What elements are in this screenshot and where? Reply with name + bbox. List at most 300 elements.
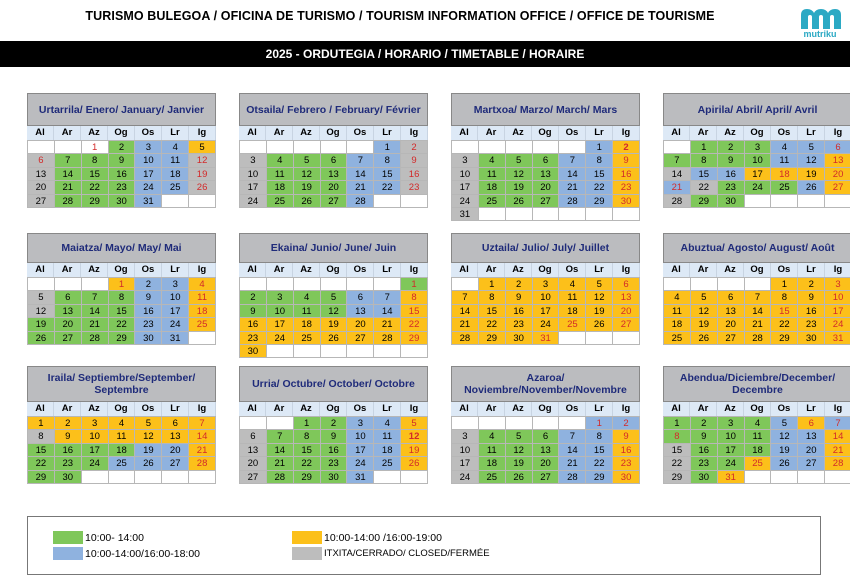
day-cell: 13 <box>798 430 825 443</box>
day-cell: 9 <box>613 154 640 167</box>
empty-cell <box>55 278 82 291</box>
empty-cell <box>825 195 850 208</box>
day-cell: 18 <box>559 305 586 318</box>
weekday-label: Og <box>744 263 771 277</box>
weekday-label: Og <box>532 263 559 277</box>
day-cell: 12 <box>401 430 428 443</box>
day-cell: 25 <box>771 181 798 194</box>
day-grid <box>451 140 640 221</box>
day-cell: 7 <box>559 154 586 167</box>
day-cell: 9 <box>691 430 718 443</box>
weekday-header <box>27 126 216 140</box>
weekday-label: Az <box>81 263 108 277</box>
empty-cell <box>347 345 374 358</box>
weekday-label: Ar <box>478 263 505 277</box>
day-grid <box>663 277 850 345</box>
day-cell: 7 <box>825 417 850 430</box>
weekday-header <box>239 126 428 140</box>
day-cell: 21 <box>374 318 401 331</box>
day-cell: 25 <box>479 471 506 484</box>
day-cell: 29 <box>586 195 613 208</box>
weekday-label: Lr <box>374 263 401 277</box>
day-cell: 7 <box>559 430 586 443</box>
day-cell: 14 <box>189 430 216 443</box>
weekday-label: Az <box>81 402 108 416</box>
empty-cell <box>135 471 162 484</box>
day-cell: 19 <box>401 444 428 457</box>
day-cell: 25 <box>109 457 136 470</box>
day-cell: 1 <box>586 417 613 430</box>
month-calendar <box>663 233 850 345</box>
day-cell: 18 <box>479 457 506 470</box>
day-cell: 28 <box>347 195 374 208</box>
day-cell: 19 <box>189 168 216 181</box>
day-cell: 17 <box>162 305 189 318</box>
empty-cell <box>506 208 533 221</box>
day-cell: 12 <box>321 305 348 318</box>
day-cell: 8 <box>586 430 613 443</box>
weekday-label: Os <box>135 126 162 140</box>
day-cell: 12 <box>506 168 533 181</box>
day-grid <box>239 416 428 484</box>
weekday-label: Ar <box>54 402 81 416</box>
weekday-header <box>663 402 850 416</box>
day-cell: 20 <box>533 181 560 194</box>
day-cell: 20 <box>533 457 560 470</box>
day-cell: 24 <box>533 318 560 331</box>
day-cell: 2 <box>691 417 718 430</box>
empty-cell <box>533 141 560 154</box>
day-cell: 7 <box>374 291 401 304</box>
day-cell: 22 <box>771 318 798 331</box>
day-cell: 17 <box>135 168 162 181</box>
month-title: Ekaina/ Junio/ June/ Juin <box>239 233 428 263</box>
day-cell: 12 <box>135 430 162 443</box>
weekday-header <box>663 263 850 277</box>
weekday-label: Ar <box>690 126 717 140</box>
weekday-label: Ar <box>266 126 293 140</box>
weekday-label: Ig <box>825 263 850 277</box>
day-cell: 4 <box>664 291 691 304</box>
day-cell: 28 <box>745 332 772 345</box>
day-cell: 2 <box>613 141 640 154</box>
day-cell: 14 <box>664 168 691 181</box>
weekday-label: Ig <box>613 126 640 140</box>
orange-swatch <box>292 531 322 544</box>
weekday-label: Lr <box>586 402 613 416</box>
weekday-label: Ig <box>825 126 850 140</box>
day-cell: 29 <box>401 332 428 345</box>
empty-cell <box>267 278 294 291</box>
day-cell: 1 <box>771 278 798 291</box>
day-cell: 17 <box>452 181 479 194</box>
month-calendar <box>451 366 640 484</box>
month-calendar <box>27 366 216 484</box>
weekday-label: Al <box>451 402 478 416</box>
day-cell: 4 <box>771 141 798 154</box>
day-cell: 31 <box>718 471 745 484</box>
day-cell: 17 <box>267 318 294 331</box>
day-cell: 13 <box>55 305 82 318</box>
day-cell: 20 <box>798 444 825 457</box>
day-cell: 7 <box>189 417 216 430</box>
day-cell: 5 <box>189 141 216 154</box>
weekday-label: Lr <box>798 263 825 277</box>
weekday-label: Ig <box>825 402 850 416</box>
month-title: Uztaila/ Julio/ July/ Juillet <box>451 233 640 263</box>
day-cell: 1 <box>28 417 55 430</box>
day-cell: 11 <box>771 154 798 167</box>
day-cell: 6 <box>533 154 560 167</box>
day-cell: 15 <box>586 168 613 181</box>
empty-cell <box>28 278 55 291</box>
day-cell: 17 <box>533 305 560 318</box>
day-cell: 29 <box>109 332 136 345</box>
empty-cell <box>374 345 401 358</box>
day-cell: 1 <box>82 141 109 154</box>
day-cell: 3 <box>162 278 189 291</box>
day-cell: 13 <box>533 168 560 181</box>
weekday-label: Al <box>27 263 54 277</box>
weekday-label: Az <box>717 263 744 277</box>
day-cell: 19 <box>506 181 533 194</box>
day-cell: 21 <box>189 444 216 457</box>
weekday-label: Lr <box>798 126 825 140</box>
empty-cell <box>559 208 586 221</box>
day-cell: 3 <box>533 278 560 291</box>
month-calendar <box>451 93 640 221</box>
empty-cell <box>82 471 109 484</box>
day-cell: 5 <box>771 417 798 430</box>
empty-cell <box>321 345 348 358</box>
weekday-label: Lr <box>798 402 825 416</box>
day-cell: 23 <box>718 181 745 194</box>
day-cell: 9 <box>718 154 745 167</box>
day-cell: 16 <box>691 444 718 457</box>
day-grid <box>239 140 428 208</box>
blue-swatch <box>53 547 83 560</box>
day-cell: 2 <box>401 141 428 154</box>
day-cell: 23 <box>321 457 348 470</box>
month-title: Martxoa/ Marzo/ March/ Mars <box>451 93 640 126</box>
day-cell: 23 <box>691 457 718 470</box>
logo-text: mutriku <box>803 29 837 39</box>
page-title: TURISMO BULEGOA / OFICINA DE TURISMO / TOURISM INFORMATION OFFICE / OFFICE DE TOURISME <box>85 9 715 23</box>
empty-cell <box>798 471 825 484</box>
month-title: Otsaila/ Febrero / February/ Février <box>239 93 428 126</box>
day-grid <box>663 140 850 208</box>
empty-cell <box>613 332 640 345</box>
day-cell: 28 <box>267 471 294 484</box>
day-cell: 1 <box>479 278 506 291</box>
weekday-label: Lr <box>374 126 401 140</box>
empty-cell <box>162 195 189 208</box>
day-cell: 28 <box>559 471 586 484</box>
day-cell: 27 <box>825 181 850 194</box>
day-cell: 20 <box>347 318 374 331</box>
month-calendar <box>27 233 216 345</box>
weekday-label: Ig <box>189 126 216 140</box>
day-cell: 28 <box>55 195 82 208</box>
day-cell: 24 <box>745 181 772 194</box>
day-cell: 13 <box>825 154 850 167</box>
day-cell: 14 <box>374 305 401 318</box>
empty-cell <box>452 141 479 154</box>
day-cell: 2 <box>321 417 348 430</box>
green-swatch <box>53 531 83 544</box>
day-cell: 25 <box>745 457 772 470</box>
weekday-header <box>451 126 640 140</box>
day-cell: 16 <box>321 444 348 457</box>
weekday-label: Os <box>771 402 798 416</box>
empty-cell <box>240 141 267 154</box>
day-cell: 7 <box>82 291 109 304</box>
weekday-label: Og <box>108 263 135 277</box>
day-cell: 30 <box>135 332 162 345</box>
grey-swatch <box>292 547 322 560</box>
weekday-label: Lr <box>162 402 189 416</box>
weekday-label: Ig <box>613 263 640 277</box>
day-cell: 25 <box>267 195 294 208</box>
weekday-label: Az <box>505 263 532 277</box>
weekday-label: Al <box>451 263 478 277</box>
weekday-label: Og <box>532 126 559 140</box>
day-cell: 10 <box>452 168 479 181</box>
day-cell: 26 <box>691 332 718 345</box>
day-cell: 20 <box>162 444 189 457</box>
day-cell: 24 <box>267 332 294 345</box>
day-cell: 29 <box>294 471 321 484</box>
weekday-label: Og <box>320 263 347 277</box>
day-cell: 15 <box>109 305 136 318</box>
day-cell: 16 <box>798 305 825 318</box>
day-cell: 8 <box>109 291 136 304</box>
day-cell: 24 <box>825 318 850 331</box>
day-cell: 8 <box>374 154 401 167</box>
day-cell: 7 <box>55 154 82 167</box>
day-cell: 22 <box>586 181 613 194</box>
day-cell: 15 <box>479 305 506 318</box>
weekday-label: Az <box>293 402 320 416</box>
day-cell: 9 <box>135 291 162 304</box>
empty-cell <box>267 141 294 154</box>
day-cell: 8 <box>586 154 613 167</box>
weekday-label: Al <box>239 263 266 277</box>
weekday-label: Og <box>744 402 771 416</box>
day-cell: 13 <box>28 168 55 181</box>
month-title: Abendua/Diciembre/December/ Decembre <box>663 366 850 402</box>
empty-cell <box>189 471 216 484</box>
legend-green <box>53 531 144 544</box>
day-cell: 10 <box>82 430 109 443</box>
day-cell: 9 <box>798 291 825 304</box>
day-cell: 11 <box>162 154 189 167</box>
weekday-label: Az <box>505 402 532 416</box>
day-cell: 1 <box>109 278 136 291</box>
day-cell: 13 <box>613 291 640 304</box>
day-cell: 4 <box>559 278 586 291</box>
day-cell: 9 <box>613 430 640 443</box>
empty-cell <box>745 471 772 484</box>
weekday-label: Ig <box>613 402 640 416</box>
day-cell: 6 <box>162 417 189 430</box>
empty-cell <box>374 195 401 208</box>
day-cell: 3 <box>347 417 374 430</box>
empty-cell <box>82 278 109 291</box>
day-grid <box>27 416 216 484</box>
day-cell: 14 <box>825 430 850 443</box>
day-cell: 25 <box>294 332 321 345</box>
day-cell: 6 <box>718 291 745 304</box>
day-cell: 26 <box>401 457 428 470</box>
month-calendar <box>239 366 428 484</box>
day-cell: 2 <box>613 417 640 430</box>
month-calendar <box>663 93 850 208</box>
day-cell: 29 <box>479 332 506 345</box>
day-cell: 11 <box>559 291 586 304</box>
day-cell: 1 <box>374 141 401 154</box>
day-cell: 27 <box>162 457 189 470</box>
day-cell: 3 <box>718 417 745 430</box>
day-cell: 22 <box>294 457 321 470</box>
day-cell: 20 <box>240 457 267 470</box>
legend-grey <box>292 547 490 560</box>
day-cell: 27 <box>240 471 267 484</box>
day-cell: 31 <box>825 332 850 345</box>
day-grid <box>451 277 640 345</box>
day-cell: 30 <box>506 332 533 345</box>
day-cell: 24 <box>347 457 374 470</box>
day-cell: 23 <box>401 181 428 194</box>
month-title: Azaroa/ Noviembre/November/Novembre <box>451 366 640 402</box>
legend-blue-label: 10:00-14:00/16:00-18:00 <box>85 547 201 560</box>
weekday-label: Ig <box>401 126 428 140</box>
empty-cell <box>479 141 506 154</box>
day-cell: 5 <box>691 291 718 304</box>
day-cell: 21 <box>347 181 374 194</box>
day-cell: 31 <box>347 471 374 484</box>
day-cell: 23 <box>506 318 533 331</box>
day-cell: 4 <box>479 154 506 167</box>
month-title: Urria/ Octubre/ October/ Octobre <box>239 366 428 402</box>
day-cell: 22 <box>479 318 506 331</box>
day-cell: 3 <box>452 154 479 167</box>
day-cell: 8 <box>28 430 55 443</box>
weekday-label: Lr <box>374 402 401 416</box>
day-cell: 7 <box>347 154 374 167</box>
day-cell: 26 <box>506 471 533 484</box>
day-cell: 12 <box>506 444 533 457</box>
weekday-header <box>27 263 216 277</box>
weekday-label: Og <box>108 126 135 140</box>
day-cell: 6 <box>28 154 55 167</box>
weekday-label: Ig <box>401 402 428 416</box>
weekday-header <box>451 402 640 416</box>
day-cell: 11 <box>294 305 321 318</box>
empty-cell <box>479 208 506 221</box>
weekday-label: Os <box>559 402 586 416</box>
day-cell: 4 <box>162 141 189 154</box>
day-cell: 1 <box>294 417 321 430</box>
day-cell: 14 <box>559 444 586 457</box>
weekday-label: Al <box>663 402 690 416</box>
day-cell: 27 <box>55 332 82 345</box>
day-cell: 28 <box>825 457 850 470</box>
day-cell: 14 <box>745 305 772 318</box>
empty-cell <box>401 471 428 484</box>
day-cell: 5 <box>401 417 428 430</box>
day-cell: 21 <box>55 181 82 194</box>
day-cell: 19 <box>28 318 55 331</box>
day-cell: 10 <box>452 444 479 457</box>
day-cell: 2 <box>718 141 745 154</box>
weekday-label: Ar <box>478 126 505 140</box>
month-calendar <box>239 93 428 208</box>
empty-cell <box>559 141 586 154</box>
day-cell: 24 <box>82 457 109 470</box>
day-cell: 5 <box>586 278 613 291</box>
day-cell: 3 <box>82 417 109 430</box>
day-cell: 24 <box>135 181 162 194</box>
day-cell: 30 <box>321 471 348 484</box>
day-cell: 20 <box>28 181 55 194</box>
day-cell: 19 <box>506 457 533 470</box>
day-cell: 24 <box>452 471 479 484</box>
day-cell: 22 <box>664 457 691 470</box>
day-cell: 13 <box>321 168 348 181</box>
day-cell: 24 <box>162 318 189 331</box>
day-cell: 23 <box>613 457 640 470</box>
month-title: Maiatza/ Mayo/ May/ Mai <box>27 233 216 263</box>
empty-cell <box>401 195 428 208</box>
day-cell: 30 <box>613 195 640 208</box>
legend-orange <box>292 531 442 544</box>
day-cell: 26 <box>771 457 798 470</box>
banner: 2025 - ORDUTEGIA / HORARIO / TIMETABLE / HORAIRE <box>0 41 850 67</box>
day-cell: 14 <box>347 168 374 181</box>
day-cell: 12 <box>189 154 216 167</box>
day-cell: 18 <box>664 318 691 331</box>
day-cell: 30 <box>240 345 267 358</box>
day-cell: 17 <box>347 444 374 457</box>
weekday-header <box>27 402 216 416</box>
month-calendar <box>663 366 850 484</box>
day-cell: 9 <box>55 430 82 443</box>
day-cell: 31 <box>162 332 189 345</box>
day-cell: 31 <box>135 195 162 208</box>
day-cell: 4 <box>109 417 136 430</box>
empty-cell <box>189 195 216 208</box>
day-cell: 29 <box>691 195 718 208</box>
day-cell: 2 <box>109 141 136 154</box>
day-cell: 15 <box>664 444 691 457</box>
day-cell: 27 <box>28 195 55 208</box>
day-cell: 21 <box>745 318 772 331</box>
day-cell: 21 <box>559 457 586 470</box>
day-cell: 15 <box>82 168 109 181</box>
day-cell: 26 <box>28 332 55 345</box>
day-cell: 15 <box>691 168 718 181</box>
empty-cell <box>267 417 294 430</box>
day-cell: 12 <box>691 305 718 318</box>
day-cell: 6 <box>825 141 850 154</box>
weekday-label: Az <box>717 402 744 416</box>
weekday-label: Az <box>293 263 320 277</box>
day-cell: 22 <box>691 181 718 194</box>
day-cell: 30 <box>109 195 136 208</box>
empty-cell <box>294 345 321 358</box>
weekday-label: Ar <box>266 402 293 416</box>
